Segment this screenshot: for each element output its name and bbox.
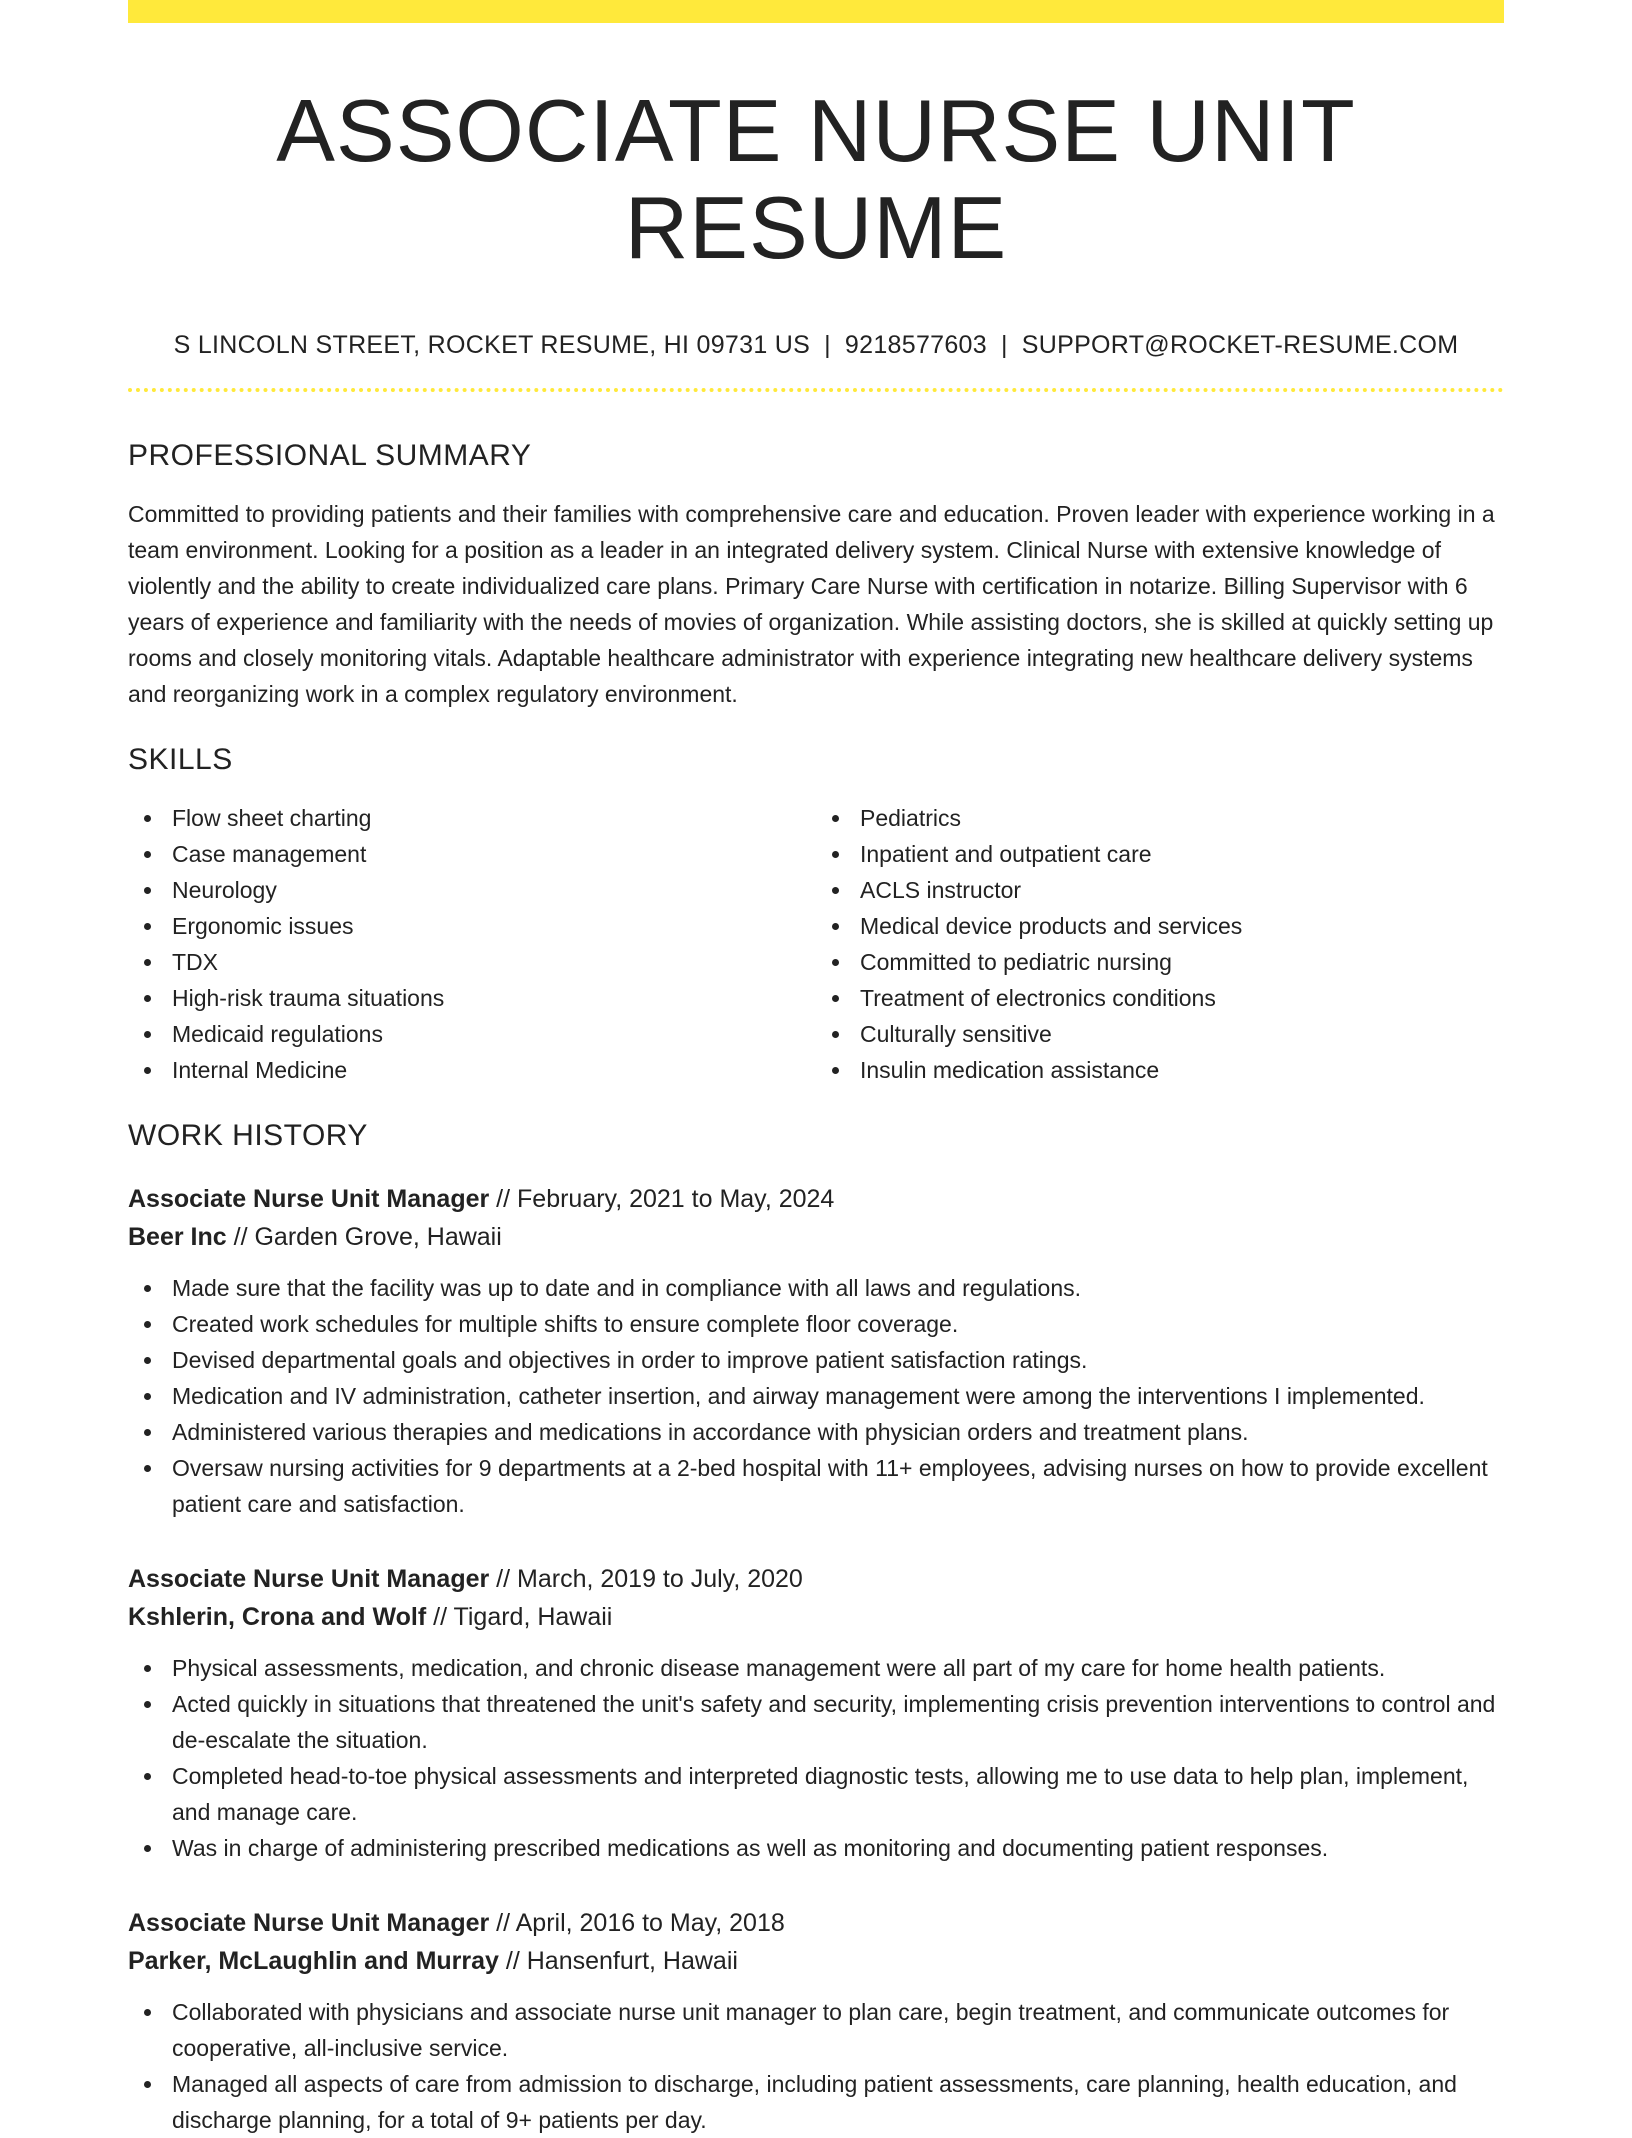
job-position: Associate Nurse Unit Manager [128, 1564, 490, 1593]
job-bullet: Collaborated with physicians and associate nurse unit manager to plan care, begin treatment, and communicate outcomes for cooperative, all-inclusive service. [128, 1994, 1504, 2066]
skill-item: Inpatient and outpatient care [816, 836, 1504, 872]
resume-title: ASSOCIATE NURSE UNIT RESUME [276, 81, 1356, 277]
job-separator: // [489, 1564, 518, 1593]
accent-top-bar [128, 0, 1504, 23]
job-position-line [128, 1180, 1504, 1218]
job-bullet-list [128, 1994, 1504, 2138]
job-separator: // [498, 1946, 527, 1975]
job-separator: // [489, 1184, 518, 1213]
job-company: Beer Inc [128, 1222, 227, 1251]
job-position: Associate Nurse Unit Manager [128, 1908, 490, 1937]
job-bullet: Was in charge of administering prescribed medications as well as monitoring and documenting patient responses. [128, 1830, 1504, 1866]
job-entry [128, 1180, 1504, 1522]
job-dates: April, 2016 to May, 2018 [515, 1908, 785, 1937]
job-bullet: Devised departmental goals and objectives in order to improve patient satisfaction ratings. [128, 1342, 1504, 1378]
job-separator: // [226, 1222, 255, 1251]
job-bullet: Completed head-to-toe physical assessments and interpreted diagnostic tests, allowing me to use data to help plan, implement, and manage care. [128, 1758, 1504, 1830]
job-company-line [128, 1942, 1504, 1980]
job-company-line [128, 1218, 1504, 1256]
job-position: Associate Nurse Unit Manager [128, 1184, 490, 1213]
section-title-work-history: WORK HISTORY [128, 1118, 368, 1152]
summary-text: Committed to providing patients and their families with comprehensive care and education. Proven leader with experience working in a team environment. Looking for a position as a leader in an integrated delivery system. Clinical Nurse with extensive knowledge of violently and the ability to create individualized care plans. Primary Care Nurse with certification in notarize. Billing Supervisor with 6 years of experience and familiarity with the needs of movies of organization. While assisting doctors, she is skilled at quickly setting up rooms and closely monitoring vitals. Adaptable healthcare administrator with experience integrating new healthcare delivery systems and reorganizing work in a complex regulatory environment. [128, 500, 1495, 707]
skill-item: Insulin medication assistance [816, 1052, 1504, 1088]
job-bullet: Oversaw nursing activities for 9 departments at a 2-bed hospital with 11+ employees, advising nurses on how to provide excellent patient care and satisfaction. [128, 1450, 1504, 1522]
job-bullet-list [128, 1270, 1504, 1522]
skill-item: Neurology [128, 872, 816, 908]
job-location: Hansenfurt, Hawaii [526, 1946, 738, 1975]
job-bullet: Physical assessments, medication, and chronic disease management were all part of my care for home health patients. [128, 1650, 1504, 1686]
skill-item: Medical device products and services [816, 908, 1504, 944]
job-location: Tigard, Hawaii [453, 1602, 613, 1631]
skill-item: Culturally sensitive [816, 1016, 1504, 1052]
contact-phone: 9218577603 [844, 330, 987, 359]
skill-item: Ergonomic issues [128, 908, 816, 944]
job-company: Kshlerin, Crona and Wolf [128, 1602, 427, 1631]
skill-item: TDX [128, 944, 816, 980]
work-history-list [128, 1180, 1504, 2138]
job-entry [128, 1560, 1504, 1866]
job-dates: February, 2021 to May, 2024 [517, 1184, 835, 1213]
skill-item: ACLS instructor [816, 872, 1504, 908]
job-separator: // [489, 1908, 516, 1937]
skill-item: High-risk trauma situations [128, 980, 816, 1016]
contact-separator: | [824, 330, 831, 359]
resume-page [128, 0, 1504, 2138]
skills-column-right [816, 800, 1504, 1088]
skill-item: Pediatrics [816, 800, 1504, 836]
skill-item: Medicaid regulations [128, 1016, 816, 1052]
job-bullet: Made sure that the facility was up to date and in compliance with all laws and regulations. [128, 1270, 1504, 1306]
contact-separator: | [1000, 330, 1008, 359]
contact-line [128, 331, 1504, 360]
job-position-line [128, 1560, 1504, 1598]
skill-item: Flow sheet charting [128, 800, 816, 836]
job-bullet: Managed all aspects of care from admission to discharge, including patient assessments, care planning, health education, and discharge planning, for a total of 9+ patients per day. [128, 2066, 1504, 2138]
dotted-divider [128, 388, 1504, 392]
contact-address: S LINCOLN STREET, ROCKET RESUME, HI 09731 US [173, 330, 811, 359]
section-title-skills: SKILLS [128, 742, 233, 776]
job-location: Garden Grove, Hawaii [254, 1222, 502, 1251]
skills-column-left [128, 800, 816, 1088]
skill-item: Treatment of electronics conditions [816, 980, 1504, 1016]
job-bullet: Created work schedules for multiple shifts to ensure complete floor coverage. [128, 1306, 1504, 1342]
job-separator: // [426, 1602, 454, 1631]
job-entry [128, 1904, 1504, 2138]
section-title-summary: PROFESSIONAL SUMMARY [128, 438, 532, 472]
job-company: Parker, McLaughlin and Murray [128, 1946, 499, 1975]
job-bullet: Acted quickly in situations that threatened the unit's safety and security, implementing crisis prevention interventions to control and de-escalate the situation. [128, 1686, 1504, 1758]
skill-item: Case management [128, 836, 816, 872]
job-bullet: Administered various therapies and medications in accordance with physician orders and treatment plans. [128, 1414, 1504, 1450]
job-dates: March, 2019 to July, 2020 [517, 1564, 803, 1593]
job-company-line [128, 1598, 1504, 1636]
job-bullet-list [128, 1650, 1504, 1866]
skills-grid [128, 800, 1504, 1088]
job-position-line [128, 1904, 1504, 1942]
job-bullet: Medication and IV administration, catheter insertion, and airway management were among the interventions I implemented. [128, 1378, 1504, 1414]
skill-item: Internal Medicine [128, 1052, 816, 1088]
skill-item: Committed to pediatric nursing [816, 944, 1504, 980]
contact-email: SUPPORT@ROCKET-RESUME.COM [1021, 330, 1459, 359]
